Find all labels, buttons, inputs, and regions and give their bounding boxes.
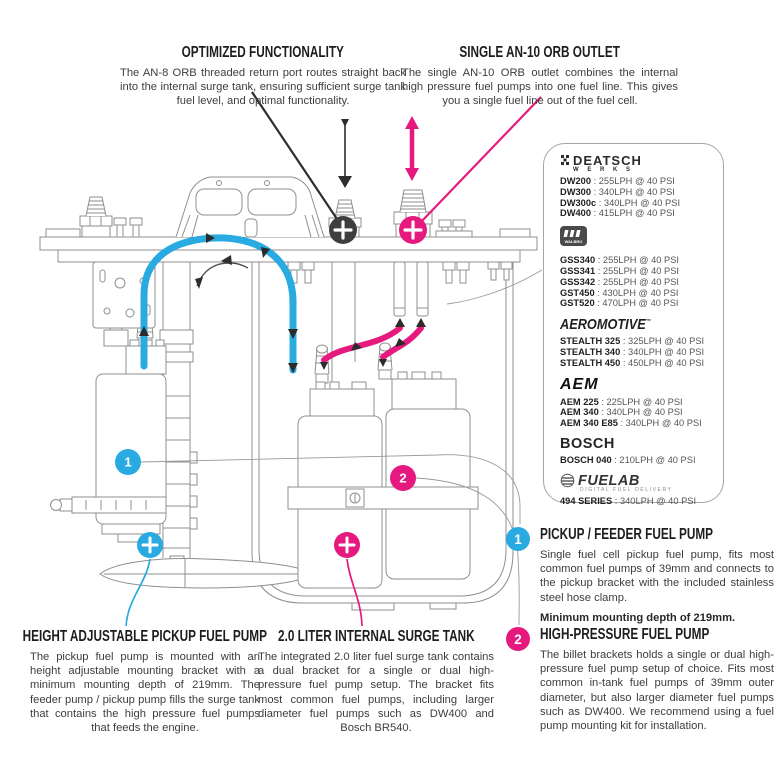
deatschwerks-dots-icon xyxy=(560,154,570,166)
brand-aeromotive xyxy=(560,316,717,368)
pickup-feeder-pump xyxy=(51,307,167,542)
model-spec-line: STEALTH 325 : 325LPH @ 40 PSI xyxy=(560,336,705,347)
number-badge-1: 1 xyxy=(506,527,530,551)
trademark-symbol: ™ xyxy=(645,319,651,326)
model-spec-line: DW400 : 415LPH @ 40 PSI xyxy=(560,208,675,219)
bosch-models xyxy=(560,455,717,466)
section-title: HIGH-PRESSURE FUEL PUMP xyxy=(540,626,710,643)
callout-body: The integrated 2.0 liter fuel surge tank contains a dual bracket for a single or dual high-pressure fuel pump setup. The bracket fits most common fuel pumps, including larger diameter fuel pumps such as DW400 and Bosch BR540. xyxy=(258,651,494,735)
section-title: PICKUP / FEEDER FUEL PUMP xyxy=(540,526,714,543)
model-spec-line: GSS342 : 255LPH @ 40 PSI xyxy=(560,276,680,287)
deatschwerks-wordmark: DEATSCH xyxy=(573,153,642,168)
deatschwerks-logo xyxy=(560,154,717,173)
section-note: Minimum mounting depth of 219mm. xyxy=(540,611,736,624)
aem-models xyxy=(560,397,717,429)
brand-fuelab xyxy=(560,473,717,507)
fuelab-logo: FUELAB xyxy=(560,473,717,489)
aeromotive-logo: AEROMOTIVE™ xyxy=(560,316,651,334)
model-spec-line: AEM 225 : 225LPH @ 40 PSI xyxy=(560,396,683,407)
callout-title: HEIGHT ADJUSTABLE PICKUP FUEL PUMP xyxy=(22,628,268,645)
callout-title: OPTIMIZED FUNCTIONALITY xyxy=(181,44,345,61)
an8-fitting-left xyxy=(80,197,142,237)
section-pickup-feeder-pump xyxy=(506,526,774,625)
return-port-plus-marker xyxy=(329,216,357,244)
outlet-plus-marker xyxy=(399,216,427,244)
bosch-logo: BOSCH xyxy=(560,435,615,452)
section-body: The billet brackets holds a single or dual high-pressure fuel pump setup of choice. Fits most common in-tank fuel pumps of 39mm outer diameter, but also larger diameter fuel pumps such as DW400. We recommend using a fuel pump mounting kit for installation. xyxy=(540,649,774,733)
diagram-marker-2 xyxy=(390,465,416,491)
callout-body: The AN-8 ORB threaded return port routes straight back into the internal surge tank, ensuring sufficient surge tank fuel level, and optimal functionality. xyxy=(120,67,406,108)
svg-text:WALBRO: WALBRO xyxy=(564,239,583,245)
model-spec-line: STEALTH 450 : 450LPH @ 40 PSI xyxy=(560,357,705,368)
brand-bosch xyxy=(560,436,717,466)
model-spec-line: BOSCH 040 : 210LPH @ 40 PSI xyxy=(560,454,696,465)
model-spec-line: STEALTH 340 : 340LPH @ 40 PSI xyxy=(560,346,705,357)
pickup-foot-strainer xyxy=(100,556,312,588)
surge-tank-plus-marker xyxy=(334,532,360,558)
svg-text:1: 1 xyxy=(124,454,132,470)
brand-deatschwerks xyxy=(560,154,717,219)
return-port-arrow xyxy=(338,119,352,188)
fuelab-globe-icon xyxy=(560,473,575,488)
svg-text:2: 2 xyxy=(399,470,407,486)
carry-handle xyxy=(176,177,324,237)
section-high-pressure-pump xyxy=(506,626,774,733)
brand-walbro xyxy=(560,226,717,309)
internal-rods-and-tubes xyxy=(332,262,428,386)
callout-surge-tank xyxy=(258,628,494,735)
high-pressure-pump-b xyxy=(378,343,470,579)
compatible-pumps-panel xyxy=(543,143,724,506)
callout-body: The pickup fuel pump is mounted with an height adjustable mounting bracket with a minimum mounting depth of 219mm. The feeder pump / pickup pump fills the surge tank that contains the high pressure fuel pumps that feeds the engine. xyxy=(30,651,260,735)
pickup-plus-marker xyxy=(137,532,163,558)
model-spec-line: GST520 : 470LPH @ 40 PSI xyxy=(560,298,679,309)
aeromotive-models xyxy=(560,336,717,368)
model-spec-line: 494 SERIES : 340LPH @ 40 PSI xyxy=(560,495,697,506)
callout-height-adjustable-pickup xyxy=(22,628,268,735)
model-spec-line: DW200 : 255LPH @ 40 PSI xyxy=(560,176,675,186)
callout-body: The single AN-10 ORB outlet combines the internal high pressure fuel pumps into one fuel line. This gives you a single fuel line out of the fuel cell. xyxy=(402,67,678,108)
fuelab-models xyxy=(560,496,717,507)
walbro-logo-icon xyxy=(560,226,587,247)
diagram-marker-1 xyxy=(115,449,141,475)
magenta-pump-tubes xyxy=(320,318,426,370)
deatschwerks-models xyxy=(560,176,717,219)
fuelab-tagline: DIGITAL FUEL DELIVERY xyxy=(580,486,673,493)
callout-title: SINGLE AN-10 ORB OUTLET xyxy=(459,44,621,61)
outlet-flow-arrow xyxy=(405,116,419,181)
callout-title: 2.0 LITER INTERNAL SURGE TANK xyxy=(277,628,475,645)
model-spec-line: DW300c : 340LPH @ 40 PSI xyxy=(560,197,681,208)
model-spec-line: AEM 340 : 340LPH @ 40 PSI xyxy=(560,407,683,418)
number-badge-2: 2 xyxy=(506,627,530,651)
walbro-logo xyxy=(560,226,717,252)
walbro-models xyxy=(560,255,717,309)
model-spec-line: GSS341 : 255LPH @ 40 PSI xyxy=(560,265,680,276)
callout-optimized-functionality xyxy=(120,44,406,109)
model-spec-line: GST450 : 430LPH @ 40 PSI xyxy=(560,287,679,298)
section-body: Single fuel cell pickup fuel pump, fits most common fuel pumps of 39mm and connects to the pickup bracket with the included stainless steel hose clamp. xyxy=(540,549,774,604)
aem-logo: AEM xyxy=(560,375,599,393)
model-spec-line: AEM 340 E85 : 340LPH @ 40 PSI xyxy=(560,418,702,429)
deatschwerks-sub-wordmark: W E R K S xyxy=(573,167,634,173)
model-spec-line: DW300 : 340LPH @ 40 PSI xyxy=(560,186,675,197)
callout-single-an10-outlet xyxy=(402,44,678,109)
brand-aem xyxy=(560,376,717,429)
model-spec-line: GSS340 : 255LPH @ 40 PSI xyxy=(560,255,680,266)
